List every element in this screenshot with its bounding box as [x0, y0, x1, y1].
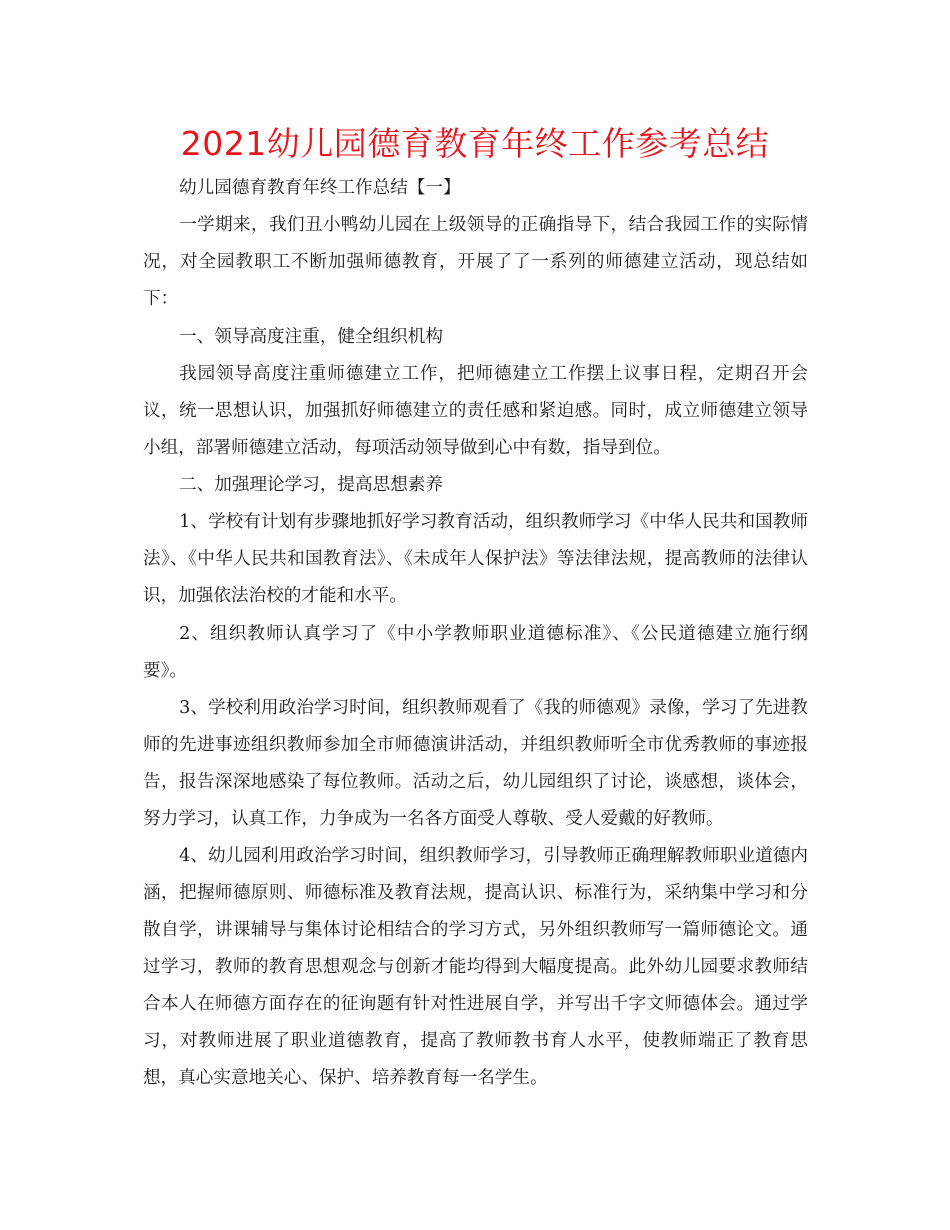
document-title: 2021幼儿园德育教育年终工作参考总结 [180, 124, 770, 163]
paragraph: 1、学校有计划有步骤地抓好学习教育活动，组织教师学习《中华人民共和国教师法》、《中华人民共和国教育法》、《未成年人保护法》等法律法规，提高教师的法律认识，加强依法治校的才能和水平。 [143, 512, 808, 607]
paragraph: 2、组织教师认真学习了《中小学教师职业道德标准》、《公民道德建立施行纲要》。 [143, 623, 808, 681]
section-heading: 一、领导高度注重，健全组织机构 [179, 326, 443, 347]
section-heading: 幼儿园德育教育年终工作总结【一】 [179, 178, 461, 198]
paragraph: 一学期来，我们丑小鸭幼儿园在上级领导的正确指导下，结合我园工作的实际情况，对全园教职工不断加强师德教育，开展了了一系列的师德建立活动，现总结如下： [143, 215, 808, 310]
paragraph: 4、幼儿园利用政治学习时间，组织教师学习，引导教师正确理解教师职业道德内涵，把握师德原则、师德标准及教育法规，提高认识、标准行为，采纳集中学习和分散自学，讲课辅导与集体讨论相结合的学习方式，另外组织教师写一篇师德论文。通过学习，教师的教育思想观念与创新才能均得到大幅度提高。此外幼儿园要求教师结合本人在师德方面存在的征询题有针对性进展自学，并写出千字文师德体会。通过学习，对教师进展了职业道德教育，提高了教师教书育人水平，使教师端正了教育思想，真心实意地关心、保护、培养教育每一名学生。 [143, 846, 808, 1089]
paragraph: 我园领导高度注重师德建立工作，把师德建立工作摆上议事日程，定期召开会议，统一思想认识，加强抓好师德建立的责任感和紧迫感。同时，成立师德建立领导小组，部署师德建立活动，每项活动领导做到心中有数，指导到位。 [143, 363, 808, 458]
paragraph: 3、学校利用政治学习时间，组织教师观看了《我的师德观》录像，学习了先进教师的先进事迹组织教师参加全市师德演讲活动，并组织教师听全市优秀教师的事迹报告，报告深深地感染了每位教师。活动之后，幼儿园组织了讨论，谈感想，谈体会，努力学习，认真工作，力争成为一名各方面受人尊敬、受人爱戴的好教师。 [143, 698, 808, 830]
document-body [143, 170, 808, 1098]
section-heading: 二、加强理论学习，提高思想素养 [179, 475, 443, 496]
